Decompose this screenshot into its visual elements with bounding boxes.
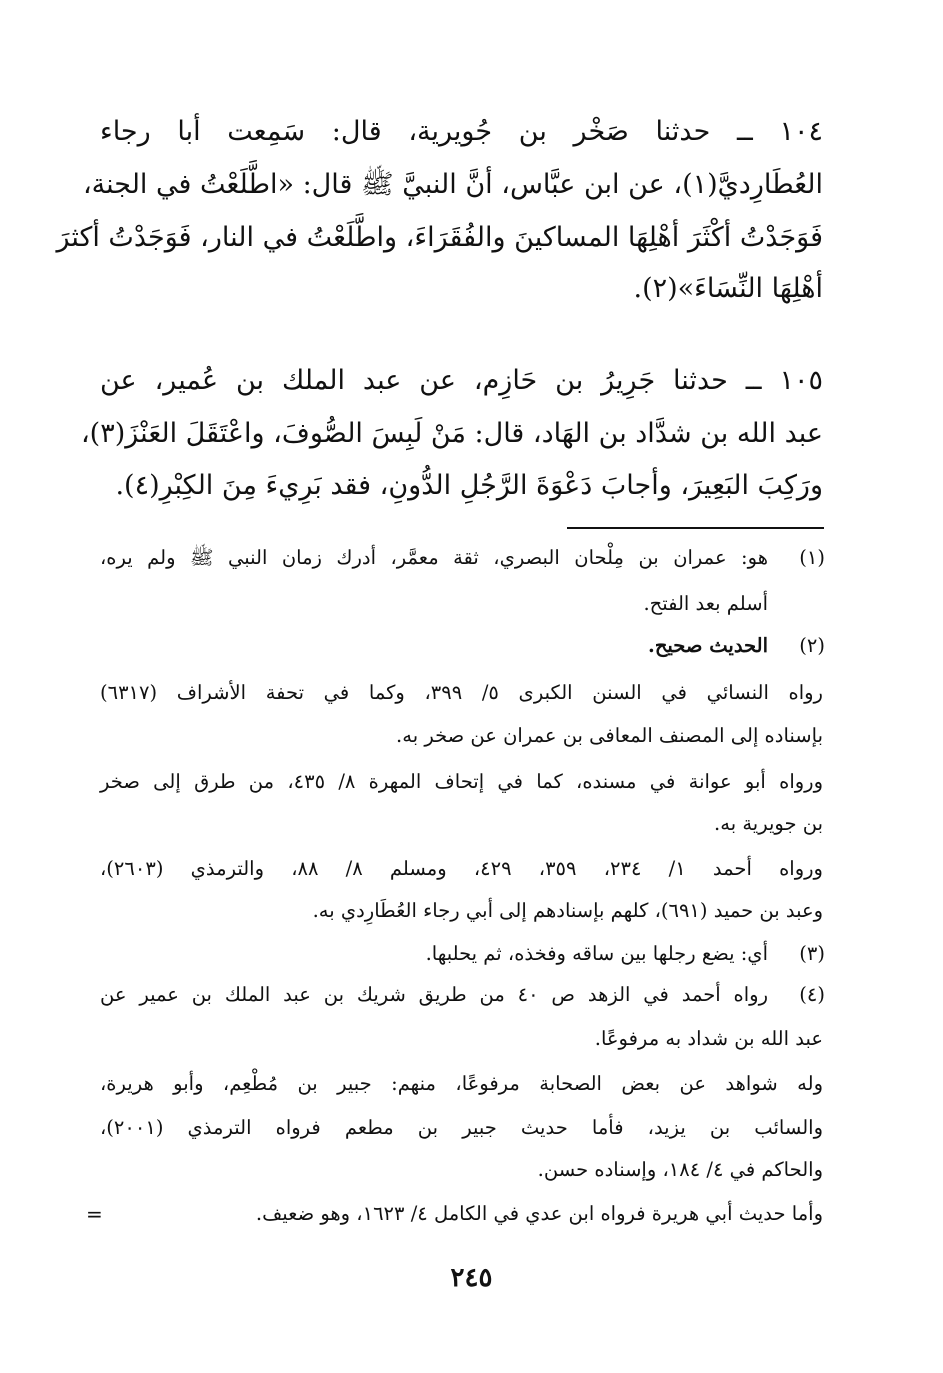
hadith-105-line: ورَكِبَ البَعِيرَ، وأجابَ دَعْوَةَ الرَّجُلِ الدُّونِ، فقد بَرِيءَ مِنَ الكِبْرِ(٤). xyxy=(115,470,823,501)
hadith-104-line: ١٠٤ ــ حدثنا صَخْر بن جُويرية، قال: سَمِعت أبا رجاء xyxy=(100,116,823,147)
footnote-line: وعبد بن حميد (٦٩١)، كلهم بإسنادهم إلى أبي رجاء العُطَارِدي به. xyxy=(312,899,823,922)
footnote-line: ورواه أبو عوانة في مسنده، كما في إتحاف المهرة ٨/ ٤٣٥، من طرق إلى صخر xyxy=(100,770,823,793)
footnote-line: عبد الله بن شداد به مرفوعًا. xyxy=(594,1027,823,1050)
hadith-105-line: عبد الله بن شدَّاد بن الهَاد، قال: مَنْ لَبِسَ الصُّوفَ، واعْتَقَلَ العَنْزَ(٣)، xyxy=(80,418,823,449)
continuation-mark: = xyxy=(86,1202,103,1226)
footnote-line: رواه أحمد في الزهد ص ٤٠ من طريق شريك بن عبد الملك بن عمير عن xyxy=(100,983,769,1006)
footnote-marker: (٢) xyxy=(799,634,825,657)
footnote-line: بإسناده إلى المصنف المعافى بن عمران عن صخر به. xyxy=(396,724,823,747)
footnote-line: أي: يضع رجلها بين ساقه وفخذه، ثم يحلبها. xyxy=(425,942,768,965)
hadith-104-line: فَوَجَدْتُ أكْثَرَ أهْلِهَا المساكينَ والفُقَرَاءَ، واطَّلَعْتُ في النار، فَوَجَدْتُ أكثرَ xyxy=(56,222,823,253)
footnote-line: والحاكم في ٤/ ١٨٤، وإسناده حسن. xyxy=(537,1158,823,1181)
page-number: ٢٤٥ xyxy=(450,1263,493,1293)
hadith-104-line: العُطَارِديَّ(١)، عن ابن عبَّاس، أنَّ النبيَّ ﷺ قال: «اطَّلَعْتُ في الجنة، xyxy=(82,169,823,200)
footnote-line: وله شواهد عن بعض الصحابة مرفوعًا، منهم: جبير بن مُطْعِم، وأبو هريرة، xyxy=(100,1072,823,1095)
footnote-marker: (٣) xyxy=(799,942,825,965)
footnote-separator xyxy=(567,527,824,529)
footnote-line: رواه النسائي في السنن الكبرى ٥/ ٣٩٩، وكما في تحفة الأشراف (٦٣١٧) xyxy=(100,681,823,704)
footnote-line: هو: عمران بن مِلْحان البصري، ثقة معمَّر، أدرك زمان النبي ﷺ ولم يره، xyxy=(100,546,768,569)
footnote-line: ورواه أحمد ١/ ٢٣٤، ٣٥٩، ٤٢٩، ومسلم ٨/ ٨٨، والترمذي (٢٦٠٣)، xyxy=(100,857,823,880)
footnote-line: بن جويرية به. xyxy=(714,812,823,835)
hadith-104-line: أهْلِهَا النِّسَاءَ»(٢). xyxy=(633,273,823,304)
footnote-line: أسلم بعد الفتح. xyxy=(643,592,768,615)
footnote-line: والسائب بن يزيد، فأما حديث جبير بن مطعم فرواه الترمذي (٢٠٠١)، xyxy=(100,1116,823,1139)
hadith-105-line: ١٠٥ ــ حدثنا جَرِيرُ بن حَازِم، عن عبد الملك بن عُمير، عن xyxy=(100,365,823,396)
footnote-marker: (٤) xyxy=(799,983,825,1006)
footnote-line: وأما حديث أبي هريرة فرواه ابن عدي في الكامل ٤/ ١٦٢٣، وهو ضعيف. xyxy=(255,1202,823,1225)
footnote-heading: الحديث صحيح. xyxy=(648,634,768,657)
footnote-marker: (١) xyxy=(799,546,825,569)
